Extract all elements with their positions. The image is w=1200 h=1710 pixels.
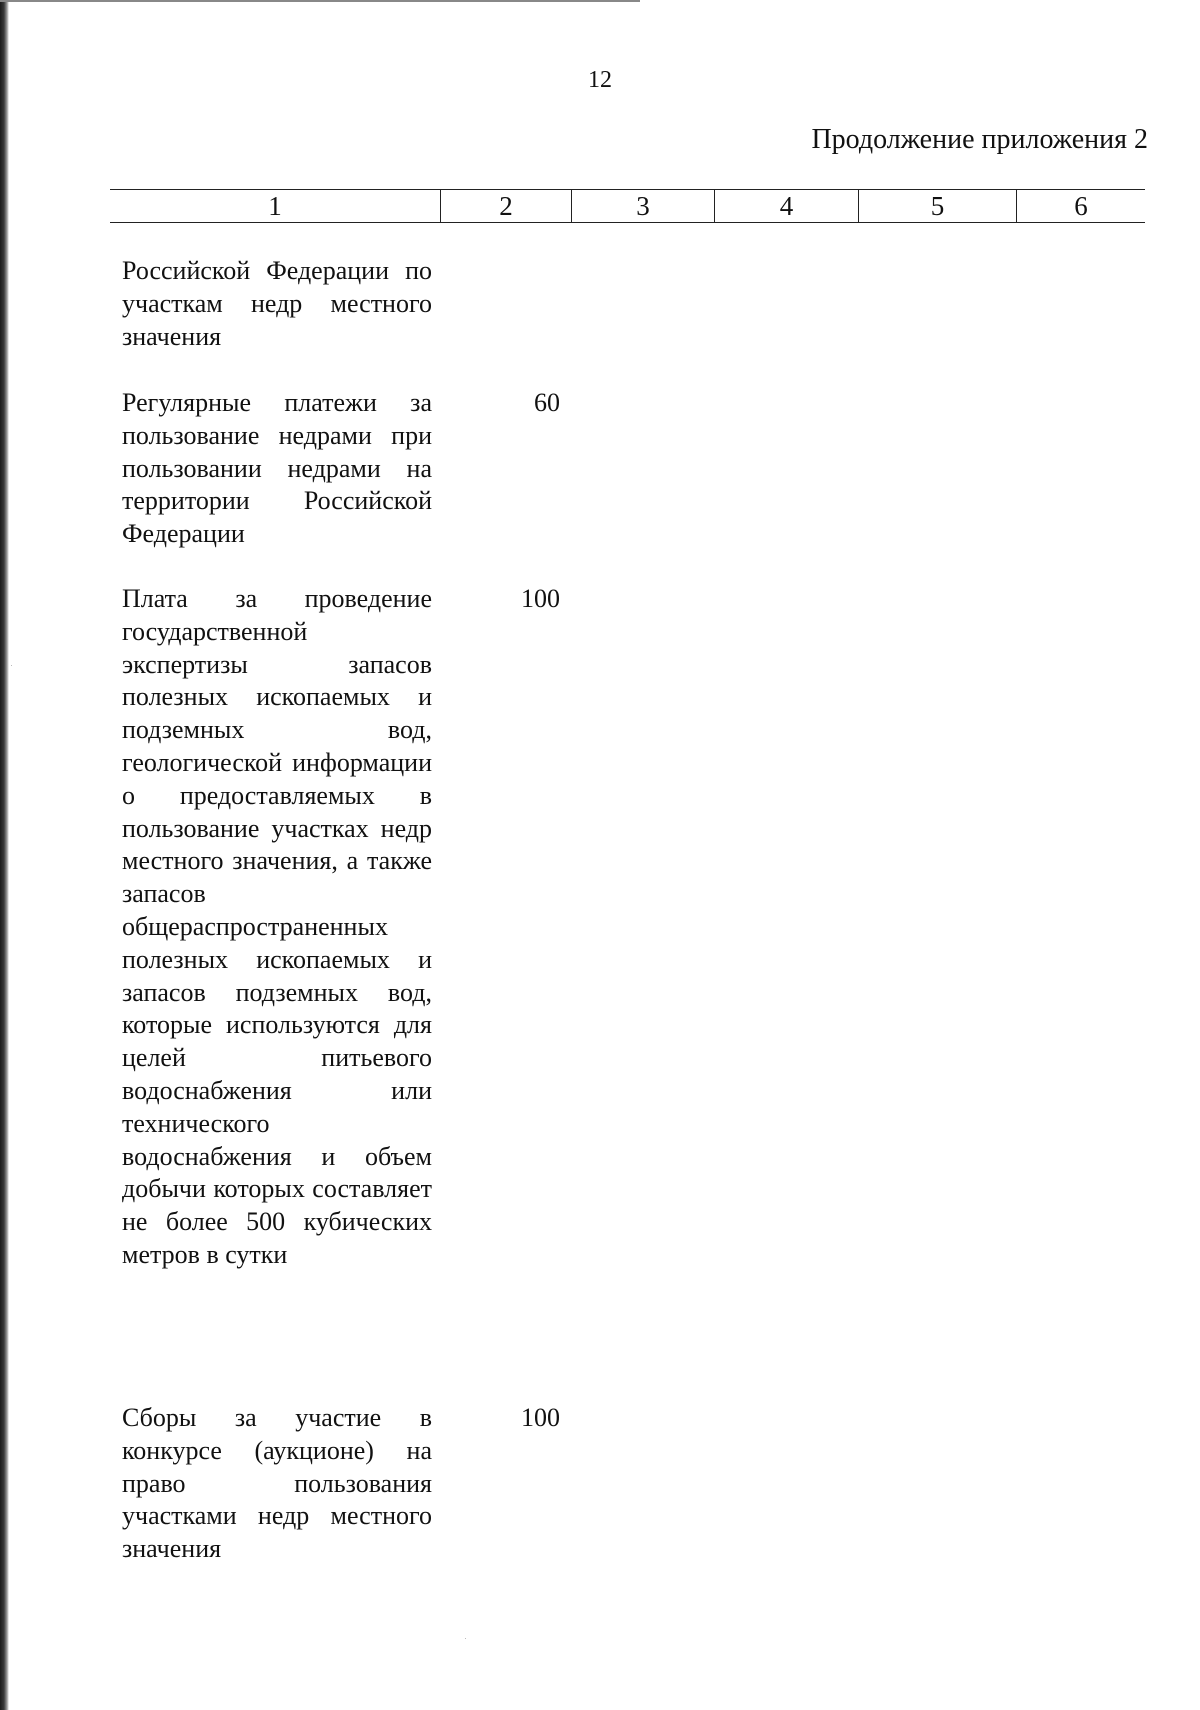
scan-speck — [11, 665, 12, 666]
row-3-value: 100 — [521, 584, 560, 613]
column-header-1: 1 — [268, 191, 282, 221]
row-3-name: Плата за проведение государственной экспертизы запасов полезных ископаемых и подземных вод, геологической информации о предоставляемых в пользование участках недр местного значения, а также запасов общераспространенных полезных ископаемых и запасов подземных вод, которые используются для целей питьевого водоснабжения или технического водоснабжения и объем добычи которых составляет не более 500 кубических метров в сутки — [122, 584, 432, 1269]
row-2-value: 60 — [534, 388, 560, 417]
table-header-row — [110, 189, 1145, 223]
row-4-value: 100 — [521, 1403, 560, 1432]
page-number: 12 — [588, 67, 612, 93]
column-header-5: 5 — [858, 190, 1016, 222]
scan-speck — [465, 1638, 466, 1639]
scan-left-edge — [0, 0, 9, 1710]
row-4-name: Сборы за участие в конкурсе (аукционе) на право пользования участками недр местного значения — [122, 1403, 432, 1564]
row-1-name: Российской Федерации по участкам недр местного значения — [122, 256, 432, 351]
scan-top-edge — [0, 0, 640, 2]
column-header-2: 2 — [440, 190, 571, 222]
column-header-3: 3 — [571, 190, 714, 222]
column-header-4: 4 — [714, 190, 858, 222]
row-2-name: Регулярные платежи за пользование недрами при пользовании недрами на территории Российской Федерации — [122, 388, 432, 549]
column-header-6: 6 — [1016, 190, 1145, 222]
continuation-label: Продолжение приложения 2 — [811, 124, 1148, 155]
